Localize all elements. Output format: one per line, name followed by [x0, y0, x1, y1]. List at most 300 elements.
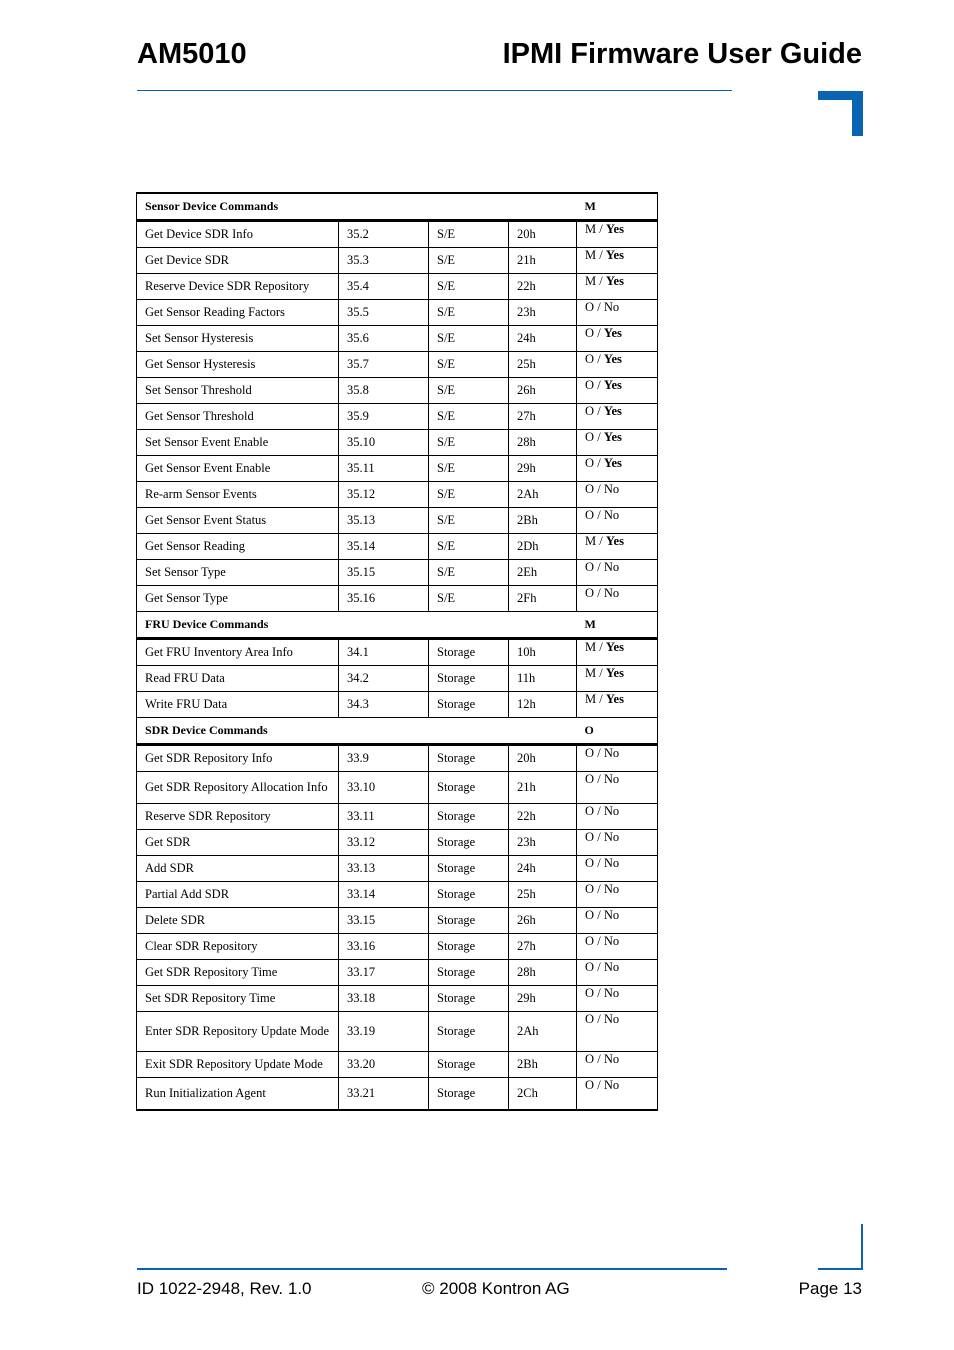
netfn-cell: Storage: [429, 639, 509, 666]
supported-value: Yes: [603, 430, 622, 444]
command-cell: Delete SDR: [137, 908, 339, 934]
separator: /: [594, 326, 604, 340]
supported-value: No: [603, 586, 620, 600]
table-row: [137, 960, 658, 986]
separator: /: [594, 772, 604, 786]
netfn-cell: S/E: [429, 274, 509, 300]
support-cell: [577, 639, 658, 666]
command-cell: Exit SDR Repository Update Mode: [137, 1052, 339, 1078]
netfn-cell: Storage: [429, 772, 509, 804]
netfn-cell: S/E: [429, 221, 509, 248]
header-rule: [137, 90, 732, 91]
supported-value: Yes: [605, 274, 624, 288]
netfn-cell: S/E: [429, 404, 509, 430]
command-cell: Get Sensor Type: [137, 586, 339, 612]
supported-value: No: [603, 908, 620, 922]
supported-value: Yes: [605, 248, 624, 262]
netfn-cell: Storage: [429, 882, 509, 908]
table-row: [137, 986, 658, 1012]
requirement-value: O: [585, 430, 595, 444]
table-row: [137, 534, 658, 560]
support-cell: [577, 804, 658, 830]
cmd-code-cell: 25h: [509, 352, 577, 378]
separator: /: [594, 508, 604, 522]
requirement-value: M: [585, 248, 597, 262]
table-row: [137, 804, 658, 830]
supported-value: No: [603, 560, 620, 574]
table-row: [137, 482, 658, 508]
supported-value: No: [603, 856, 620, 870]
corner-mark-bottom-vertical: [861, 1224, 863, 1270]
spec-section-cell: 33.18: [339, 986, 429, 1012]
netfn-cell: Storage: [429, 745, 509, 772]
requirement-value: O: [585, 1052, 595, 1066]
cmd-code-cell: 11h: [509, 666, 577, 692]
netfn-cell: S/E: [429, 456, 509, 482]
command-cell: Enter SDR Repository Update Mode: [137, 1012, 339, 1052]
spec-section-cell: 35.11: [339, 456, 429, 482]
requirement-value: O: [585, 326, 595, 340]
cmd-code-cell: 23h: [509, 830, 577, 856]
cmd-code-cell: 12h: [509, 692, 577, 718]
command-cell: Clear SDR Repository: [137, 934, 339, 960]
cmd-code-cell: 27h: [509, 404, 577, 430]
cmd-code-cell: 2Eh: [509, 560, 577, 586]
corner-mark-top-vertical: [852, 91, 863, 136]
separator: /: [594, 560, 604, 574]
table-row: [137, 908, 658, 934]
cmd-code-cell: 28h: [509, 430, 577, 456]
support-cell: [577, 586, 658, 612]
support-cell: [577, 378, 658, 404]
supported-value: No: [603, 960, 620, 974]
separator: /: [594, 404, 604, 418]
cmd-code-cell: 22h: [509, 804, 577, 830]
separator: /: [594, 986, 604, 1000]
netfn-cell: S/E: [429, 300, 509, 326]
support-cell: [577, 692, 658, 718]
support-cell: [577, 221, 658, 248]
command-cell: Reserve SDR Repository: [137, 804, 339, 830]
requirement-value: M: [585, 666, 597, 680]
table-row: [137, 830, 658, 856]
supported-value: Yes: [605, 692, 624, 706]
support-cell: [577, 248, 658, 274]
cmd-code-cell: 21h: [509, 772, 577, 804]
supported-value: Yes: [603, 456, 622, 470]
spec-section-cell: 33.10: [339, 772, 429, 804]
support-cell: [577, 856, 658, 882]
command-cell: Read FRU Data: [137, 666, 339, 692]
footer-copyright: © 2008 Kontron AG: [422, 1279, 570, 1298]
command-cell: Get Sensor Hysteresis: [137, 352, 339, 378]
table-row: [137, 221, 658, 248]
table-row: [137, 882, 658, 908]
command-cell: Run Initialization Agent: [137, 1078, 339, 1111]
support-cell: [577, 882, 658, 908]
command-table-body: [137, 193, 658, 1110]
supported-value: No: [603, 300, 620, 314]
separator: /: [596, 274, 606, 288]
table-row: [137, 692, 658, 718]
spec-section-cell: 33.17: [339, 960, 429, 986]
requirement-value: O: [585, 586, 595, 600]
netfn-cell: Storage: [429, 666, 509, 692]
separator: /: [596, 692, 606, 706]
section-support: O: [577, 718, 658, 745]
separator: /: [596, 534, 606, 548]
command-cell: Get FRU Inventory Area Info: [137, 639, 339, 666]
separator: /: [594, 960, 604, 974]
netfn-cell: S/E: [429, 326, 509, 352]
command-cell: Get SDR Repository Info: [137, 745, 339, 772]
separator: /: [594, 1012, 604, 1026]
table-row: [137, 456, 658, 482]
supported-value: Yes: [605, 222, 624, 236]
cmd-code-cell: 28h: [509, 960, 577, 986]
spec-section-cell: 35.15: [339, 560, 429, 586]
spec-section-cell: 33.13: [339, 856, 429, 882]
table-row: [137, 300, 658, 326]
requirement-value: O: [585, 908, 595, 922]
netfn-cell: Storage: [429, 1078, 509, 1111]
requirement-value: O: [585, 746, 595, 760]
support-cell: [577, 300, 658, 326]
corner-mark-bottom: [818, 1268, 863, 1270]
cmd-code-cell: 26h: [509, 378, 577, 404]
supported-value: No: [603, 934, 620, 948]
table-row: [137, 378, 658, 404]
footer-rule: [137, 1268, 727, 1270]
command-cell: Partial Add SDR: [137, 882, 339, 908]
table-row: [137, 586, 658, 612]
cmd-code-cell: 29h: [509, 986, 577, 1012]
requirement-value: O: [585, 856, 595, 870]
separator: /: [594, 430, 604, 444]
support-cell: [577, 666, 658, 692]
requirement-value: O: [585, 300, 595, 314]
support-cell: [577, 404, 658, 430]
cmd-code-cell: 24h: [509, 326, 577, 352]
support-cell: [577, 482, 658, 508]
spec-section-cell: 33.11: [339, 804, 429, 830]
requirement-value: O: [585, 508, 595, 522]
support-cell: [577, 830, 658, 856]
supported-value: No: [603, 804, 620, 818]
supported-value: No: [603, 772, 620, 786]
netfn-cell: S/E: [429, 508, 509, 534]
requirement-value: O: [585, 560, 595, 574]
command-cell: Get Sensor Threshold: [137, 404, 339, 430]
requirement-value: O: [585, 482, 595, 496]
cmd-code-cell: 20h: [509, 221, 577, 248]
command-cell: Reserve Device SDR Repository: [137, 274, 339, 300]
command-cell: Get Sensor Event Status: [137, 508, 339, 534]
netfn-cell: Storage: [429, 856, 509, 882]
section-name: Sensor Device Commands: [137, 193, 577, 221]
table-row: [137, 404, 658, 430]
support-cell: [577, 560, 658, 586]
support-cell: [577, 326, 658, 352]
requirement-value: O: [585, 986, 595, 1000]
netfn-cell: Storage: [429, 934, 509, 960]
command-cell: Get SDR Repository Time: [137, 960, 339, 986]
spec-section-cell: 35.12: [339, 482, 429, 508]
command-cell: Set SDR Repository Time: [137, 986, 339, 1012]
support-cell: [577, 534, 658, 560]
separator: /: [596, 640, 606, 654]
requirement-value: O: [585, 772, 595, 786]
supported-value: Yes: [603, 404, 622, 418]
requirement-value: O: [585, 830, 595, 844]
requirement-value: O: [585, 804, 595, 818]
separator: /: [596, 248, 606, 262]
supported-value: No: [603, 1012, 620, 1026]
separator: /: [594, 934, 604, 948]
spec-section-cell: 35.3: [339, 248, 429, 274]
separator: /: [594, 856, 604, 870]
supported-value: No: [603, 482, 620, 496]
netfn-cell: S/E: [429, 378, 509, 404]
table-row: [137, 666, 658, 692]
cmd-code-cell: 2Bh: [509, 508, 577, 534]
separator: /: [594, 746, 604, 760]
requirement-value: O: [585, 882, 595, 896]
spec-section-cell: 34.3: [339, 692, 429, 718]
command-cell: Get SDR: [137, 830, 339, 856]
netfn-cell: Storage: [429, 804, 509, 830]
command-cell: Get Device SDR: [137, 248, 339, 274]
support-cell: [577, 274, 658, 300]
section-header-row: [137, 612, 658, 639]
separator: /: [594, 378, 604, 392]
table-row: [137, 508, 658, 534]
supported-value: Yes: [605, 666, 624, 680]
supported-value: Yes: [603, 378, 622, 392]
cmd-code-cell: 23h: [509, 300, 577, 326]
cmd-code-cell: 21h: [509, 248, 577, 274]
table-row: [137, 352, 658, 378]
support-cell: [577, 908, 658, 934]
spec-section-cell: 35.13: [339, 508, 429, 534]
cmd-code-cell: 2Fh: [509, 586, 577, 612]
netfn-cell: Storage: [429, 692, 509, 718]
cmd-code-cell: 2Ah: [509, 1012, 577, 1052]
cmd-code-cell: 26h: [509, 908, 577, 934]
separator: /: [594, 1052, 604, 1066]
table-row: [137, 430, 658, 456]
support-cell: [577, 1078, 658, 1111]
spec-section-cell: 34.2: [339, 666, 429, 692]
section-header-row: [137, 718, 658, 745]
table-row: [137, 745, 658, 772]
netfn-cell: Storage: [429, 1052, 509, 1078]
spec-section-cell: 35.14: [339, 534, 429, 560]
supported-value: Yes: [603, 326, 622, 340]
spec-section-cell: 33.15: [339, 908, 429, 934]
supported-value: No: [603, 830, 620, 844]
separator: /: [594, 352, 604, 366]
spec-section-cell: 33.12: [339, 830, 429, 856]
spec-section-cell: 35.9: [339, 404, 429, 430]
spec-section-cell: 35.8: [339, 378, 429, 404]
cmd-code-cell: 2Ch: [509, 1078, 577, 1111]
netfn-cell: S/E: [429, 430, 509, 456]
supported-value: No: [603, 746, 620, 760]
netfn-cell: Storage: [429, 830, 509, 856]
supported-value: No: [603, 882, 620, 896]
cmd-code-cell: 24h: [509, 856, 577, 882]
command-cell: Set Sensor Event Enable: [137, 430, 339, 456]
footer-page-number: Page 13: [798, 1279, 862, 1298]
spec-section-cell: 35.2: [339, 221, 429, 248]
cmd-code-cell: 2Bh: [509, 1052, 577, 1078]
support-cell: [577, 508, 658, 534]
command-cell: Write FRU Data: [137, 692, 339, 718]
table-row: [137, 326, 658, 352]
cmd-code-cell: 29h: [509, 456, 577, 482]
requirement-value: O: [585, 456, 595, 470]
requirement-value: O: [585, 934, 595, 948]
command-cell: Re-arm Sensor Events: [137, 482, 339, 508]
requirement-value: M: [585, 692, 597, 706]
cmd-code-cell: 27h: [509, 934, 577, 960]
support-cell: [577, 456, 658, 482]
cmd-code-cell: 25h: [509, 882, 577, 908]
supported-value: Yes: [603, 352, 622, 366]
supported-value: No: [603, 986, 620, 1000]
command-cell: Set Sensor Type: [137, 560, 339, 586]
separator: /: [594, 482, 604, 496]
spec-section-cell: 33.9: [339, 745, 429, 772]
cmd-code-cell: 20h: [509, 745, 577, 772]
table-row: [137, 1078, 658, 1111]
separator: /: [594, 1078, 604, 1092]
netfn-cell: Storage: [429, 960, 509, 986]
command-cell: Add SDR: [137, 856, 339, 882]
section-header-row: [137, 193, 658, 221]
supported-value: No: [603, 1078, 620, 1092]
spec-section-cell: 35.10: [339, 430, 429, 456]
support-cell: [577, 1052, 658, 1078]
table-row: [137, 772, 658, 804]
requirement-value: M: [585, 640, 597, 654]
separator: /: [596, 222, 606, 236]
command-cell: Get Sensor Reading Factors: [137, 300, 339, 326]
command-cell: Get Device SDR Info: [137, 221, 339, 248]
section-support: M: [577, 193, 658, 221]
table-row: [137, 560, 658, 586]
table-row: [137, 639, 658, 666]
netfn-cell: S/E: [429, 248, 509, 274]
separator: /: [594, 456, 604, 470]
requirement-value: M: [585, 274, 597, 288]
spec-section-cell: 35.4: [339, 274, 429, 300]
table-row: [137, 856, 658, 882]
table-row: [137, 1012, 658, 1052]
command-cell: Set Sensor Hysteresis: [137, 326, 339, 352]
cmd-code-cell: 10h: [509, 639, 577, 666]
document-product-title: AM5010: [137, 38, 247, 70]
section-name: SDR Device Commands: [137, 718, 577, 745]
document-guide-title: IPMI Firmware User Guide: [502, 38, 862, 70]
separator: /: [594, 908, 604, 922]
supported-value: Yes: [605, 534, 624, 548]
cmd-code-cell: 2Ah: [509, 482, 577, 508]
requirement-value: O: [585, 1012, 595, 1026]
section-support: M: [577, 612, 658, 639]
support-cell: [577, 745, 658, 772]
spec-section-cell: 35.5: [339, 300, 429, 326]
table-row: [137, 274, 658, 300]
support-cell: [577, 430, 658, 456]
command-cell: Get Sensor Event Enable: [137, 456, 339, 482]
separator: /: [594, 882, 604, 896]
spec-section-cell: 33.14: [339, 882, 429, 908]
command-cell: Set Sensor Threshold: [137, 378, 339, 404]
spec-section-cell: 33.19: [339, 1012, 429, 1052]
cmd-code-cell: 2Dh: [509, 534, 577, 560]
supported-value: No: [603, 1052, 620, 1066]
section-name: FRU Device Commands: [137, 612, 577, 639]
requirement-value: O: [585, 352, 595, 366]
cmd-code-cell: 22h: [509, 274, 577, 300]
requirement-value: O: [585, 404, 595, 418]
command-cell: Get Sensor Reading: [137, 534, 339, 560]
support-cell: [577, 934, 658, 960]
spec-section-cell: 35.6: [339, 326, 429, 352]
requirement-value: O: [585, 1078, 595, 1092]
support-cell: [577, 352, 658, 378]
netfn-cell: S/E: [429, 352, 509, 378]
table-row: [137, 934, 658, 960]
separator: /: [594, 300, 604, 314]
netfn-cell: Storage: [429, 908, 509, 934]
separator: /: [594, 804, 604, 818]
supported-value: Yes: [605, 640, 624, 654]
requirement-value: O: [585, 960, 595, 974]
spec-section-cell: 35.7: [339, 352, 429, 378]
netfn-cell: S/E: [429, 534, 509, 560]
command-cell: Get SDR Repository Allocation Info: [137, 772, 339, 804]
netfn-cell: S/E: [429, 560, 509, 586]
spec-section-cell: 35.16: [339, 586, 429, 612]
spec-section-cell: 34.1: [339, 639, 429, 666]
support-cell: [577, 986, 658, 1012]
support-cell: [577, 772, 658, 804]
supported-value: No: [603, 508, 620, 522]
table-row: [137, 1052, 658, 1078]
netfn-cell: Storage: [429, 1012, 509, 1052]
separator: /: [594, 830, 604, 844]
spec-section-cell: 33.16: [339, 934, 429, 960]
support-cell: [577, 960, 658, 986]
spec-section-cell: 33.21: [339, 1078, 429, 1111]
requirement-value: M: [585, 222, 597, 236]
netfn-cell: Storage: [429, 986, 509, 1012]
spec-section-cell: 33.20: [339, 1052, 429, 1078]
table-row: [137, 248, 658, 274]
netfn-cell: S/E: [429, 586, 509, 612]
support-cell: [577, 1012, 658, 1052]
requirement-value: M: [585, 534, 597, 548]
requirement-value: O: [585, 378, 595, 392]
separator: /: [594, 586, 604, 600]
footer-doc-id: ID 1022-2948, Rev. 1.0: [137, 1279, 312, 1298]
separator: /: [596, 666, 606, 680]
ipmi-command-table: [136, 192, 658, 1111]
netfn-cell: S/E: [429, 482, 509, 508]
